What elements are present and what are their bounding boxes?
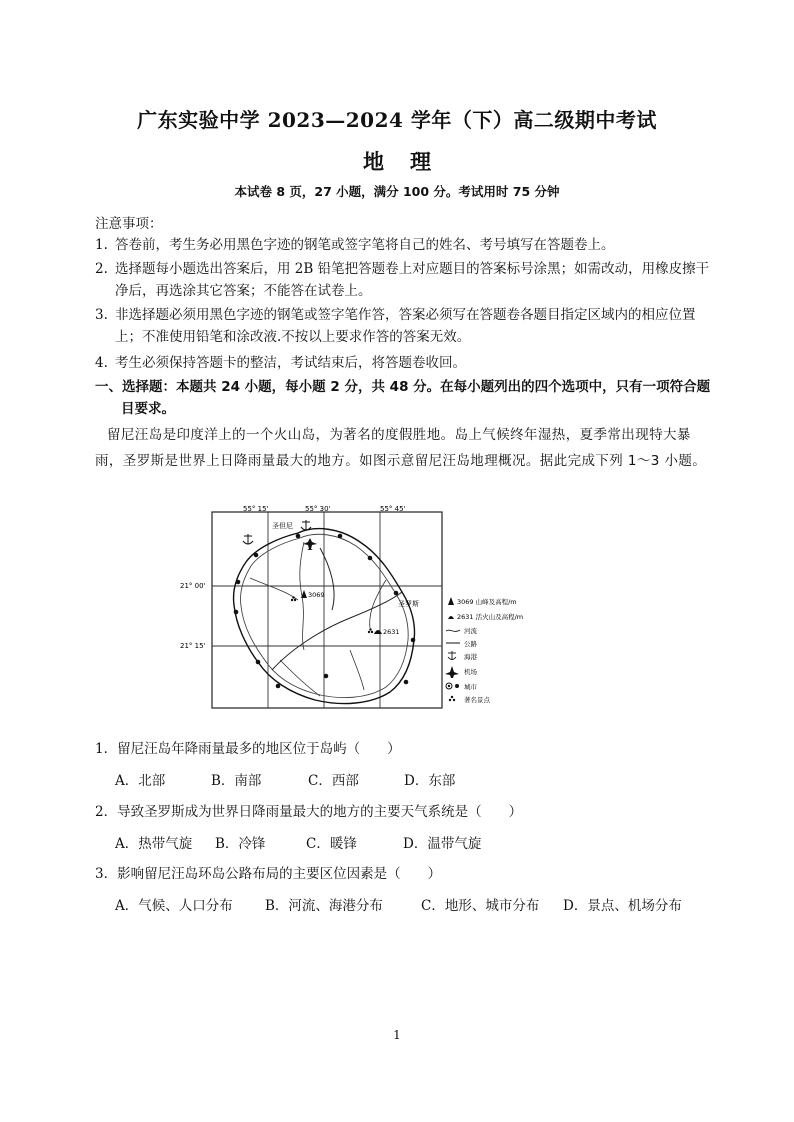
legend-label: 城市: [464, 683, 477, 691]
note-number: 4.: [95, 355, 108, 371]
legend-label: 著名景点: [464, 696, 490, 704]
note-item: [95, 234, 715, 256]
city-dot: [236, 580, 241, 585]
legend-volcano-icon: [448, 616, 454, 619]
city-dot: [276, 684, 281, 689]
option[interactable]: C．地形、城市分布: [421, 898, 540, 914]
city-dot: [368, 556, 373, 561]
section-line-2: 目要求。: [121, 401, 175, 417]
peak-elev: 3069: [308, 591, 325, 599]
question-stem: 2．导致圣罗斯成为世界日降雨量最大的地方的主要天气系统是（ ）: [95, 804, 523, 820]
legend-peak-icon: [448, 597, 454, 605]
legend-label: 公路: [464, 640, 477, 648]
legend-port-icon: [448, 651, 456, 660]
page-number: 1: [393, 1028, 401, 1042]
volcano-elev: 2631: [383, 628, 400, 636]
legend-label: 河流: [464, 627, 477, 635]
option[interactable]: A．热带气旋: [115, 836, 193, 852]
option[interactable]: C．暖锋: [306, 836, 357, 852]
city-dot: [338, 534, 343, 539]
note-text: 非选择题必须用黑色字迹的钢笔或签字笔作答，答案必须写在答题卷各题目指定区域内的相应位置上；不准使用铅笔和涂改液.不按以上要求作答的答案无效。: [115, 307, 696, 345]
note-text: 答卷前，考生务必用黑色字迹的钢笔或签字笔将自己的姓名、考号填写在答题卷上。: [115, 237, 615, 253]
city-dot: [324, 674, 329, 679]
subject-title: 地理: [363, 149, 457, 174]
legend-label: 3069 山峰及高程/m: [457, 598, 517, 606]
reunion-island-map: [180, 500, 540, 715]
town-label-north: 圣但尼: [272, 522, 293, 530]
option[interactable]: B．冷锋: [215, 836, 266, 852]
note-item: [95, 352, 715, 374]
section-line-1: 一、选择题：本题共 24 小题，每小题 2 分，共 48 分。在每小题列出的四个选项中，只有一项符合题: [95, 379, 711, 395]
lon-label: 55° 15': [243, 505, 269, 513]
lon-label: 55° 30': [305, 505, 331, 513]
note-text: 考生必须保持答题卡的整洁，考试结束后，将答题卷收回。: [115, 355, 466, 371]
city-dot: [404, 680, 409, 685]
question-stem: 1．留尼汪岛年降雨量最多的地区位于岛屿（ ）: [95, 741, 401, 757]
map-frame: [212, 512, 442, 708]
legend-label: 2631 活火山及高程/m: [457, 613, 524, 621]
legend-label: 机场: [464, 668, 477, 676]
note-text: 选择题每小题选出答案后，用 2B 铅笔把答题卷上对应题目的答案标号涂黑；如需改动，用橡皮擦干净后，再选涂其它答案；不能答在试卷上。: [115, 261, 710, 299]
option[interactable]: A．北部: [115, 773, 166, 789]
legend-label: 海港: [464, 653, 477, 661]
question-options: [115, 832, 481, 852]
note-number: 1.: [95, 237, 108, 253]
question-options: [115, 769, 455, 789]
city-dot: [394, 591, 399, 596]
town-label-east: 圣罗斯: [398, 600, 419, 608]
option[interactable]: D．温带气旋: [403, 836, 482, 852]
map-legend: [445, 597, 523, 704]
option[interactable]: D．东部: [404, 773, 456, 789]
city-dot: [254, 553, 259, 558]
legend-river-icon: [446, 630, 460, 631]
notes-heading: 注意事项：: [95, 216, 163, 232]
note-item: [95, 304, 715, 348]
exam-title: 广东实验中学 2023—2024 学年（下）高二级期中考试: [137, 108, 657, 132]
note-item: [95, 258, 715, 302]
exam-info: 本试卷 8 页，27 小题，满分 100 分。考试用时 75 分钟: [234, 184, 560, 199]
city-dot: [411, 638, 416, 643]
lon-label: 55° 45': [380, 505, 406, 513]
map-svg: [180, 500, 540, 715]
option[interactable]: A．气候、人口分布: [115, 898, 233, 914]
lat-label: 21° 00': [180, 582, 206, 590]
city-dot: [296, 534, 301, 539]
lat-label: 21° 15': [180, 642, 206, 650]
option[interactable]: C．西部: [308, 773, 359, 789]
city-dot: [256, 660, 261, 665]
section-heading: [95, 376, 715, 420]
legend-airport-icon: [445, 666, 459, 678]
note-number: 3.: [95, 307, 108, 323]
passage-text: 留尼汪岛是印度洋上的一个火山岛，为著名的度假胜地。岛上气候终年湿热，夏季常出现特大暴雨，圣罗斯是世界上日降雨量最大的地方。如图示意留尼汪岛地理概况。据此完成下列 1～3 小题。: [95, 427, 707, 469]
question-stem: 3．影响留尼汪岛环岛公路布局的主要区位因素是（ ）: [95, 866, 442, 882]
note-number: 2.: [95, 261, 108, 277]
option[interactable]: B．南部: [211, 773, 262, 789]
option[interactable]: D．景点、机场分布: [563, 898, 682, 914]
city-dot: [234, 610, 239, 615]
option[interactable]: B．河流、海港分布: [265, 898, 383, 914]
legend-scenic-icon: [449, 696, 455, 701]
question-options: [115, 894, 682, 914]
